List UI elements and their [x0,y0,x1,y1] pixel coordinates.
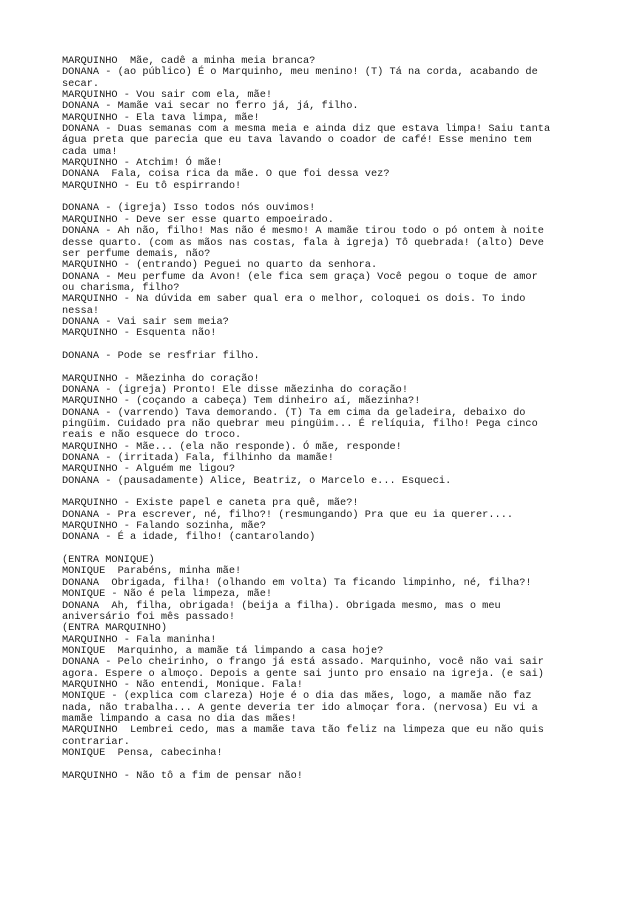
script-line: DONANA - Pode se resfriar filho. [62,349,260,362]
script-line: DONANA - Ah não, filho! Mas não é mesmo! A mamãe tirou todo o pó ontem à noite [62,225,544,238]
script-line: DONANA Fala, coisa rica da mãe. O que foi dessa vez? [62,168,390,181]
script-line: agora. Espere o almoço. Depois a gente sai junto pro ensaio na igreja. (e sai) [62,667,544,680]
script-line: DONANA - (pausadamente) Alice, Beatriz, o Marcelo e... Esqueci. [62,474,452,487]
script-line: aniversário foi mês passado! [62,610,236,623]
script-line: (ENTRA MONIQUE) [62,554,155,567]
script-line: MONIQUE - Não é pela limpeza, mãe! [62,588,273,601]
paragraph-gap [62,759,582,770]
script-line: água preta que parecia que eu tava lavando o coador de café! Esse menino tem [62,134,532,147]
script-line: DONANA - Pra escrever, né, filho?! (resmungando) Pra que eu ia querer.... [62,508,514,521]
script-line: DONANA Obrigada, filha! (olhando em volta) Ta ficando limpinho, né, filha?! [62,576,532,589]
script-line: MARQUINHO - Vou sair com ela, mãe! [62,89,273,102]
script-line: MARQUINHO - Existe papel e caneta pra quê, mãe?! [62,497,359,510]
script-line: ser perfume demais, não? [62,247,211,260]
script-line: MARQUINHO - Eu tô espirrando! [62,179,242,192]
script-line: DONANA Ah, filha, obrigada! (beija a filha). Obrigada mesmo, mas o meu [62,599,501,612]
script-line: DONANA - (irritada) Fala, filhinho da mamãe! [62,452,334,465]
script-line: MARQUINHO - Alguém me ligou? [62,463,236,476]
script-line: MARQUINHO - Falando sozinha, mãe? [62,520,266,533]
script-line: DONANA - Meu perfume da Avon! (ele fica sem graça) Você pegou o toque de amor [62,270,538,283]
script-line: MARQUINHO - Mãe... (ela não responde). Ó mãe, responde! [62,440,402,453]
script-line: DONANA - (igreja) Pronto! Ele disse mãezinha do coração! [62,383,409,396]
script-line: MARQUINHO - (coçando a cabeça) Tem dinheiro aí, mãezinha?! [62,395,421,408]
script-line: MARQUINHO - (entrando) Peguei no quarto da senhora. [62,259,378,272]
script-line: secar. [62,77,100,90]
script-line: DONANA - Mamãe vai secar no ferro já, já, filho. [62,100,359,113]
script-line: MARQUINHO - Não entendi, Monique. Fala! [62,678,303,691]
script-line: DONANA - (ao público) É o Marquinho, meu menino! (T) Tá na corda, acabando de [62,66,538,79]
script-document [62,56,582,782]
script-line: MONIQUE - (explica com clareza) Hoje é o dia das mães, logo, a mamãe não faz [62,690,532,703]
script-line: ou charisma, filho? [62,281,180,294]
script-line: DONANA - Vai sair sem meia? [62,315,229,328]
script-line: MARQUINHO - Na dúvida em saber qual era o melhor, coloquei os dois. To indo [62,293,526,306]
script-line: DONANA - Pelo cheirinho, o frango já está assado. Marquinho, você não vai sair [62,656,544,669]
script-line: MARQUINHO Lembrei cedo, mas a mamãe tava tão feliz na limpeza que eu não quis [62,724,544,737]
script-line: MONIQUE Pensa, cabecinha! [62,746,223,759]
script-line: (ENTRA MARQUINHO) [62,622,168,635]
script-line: reais e não esquece do troco. [62,429,242,442]
script-line: MARQUINHO - Esquenta não! [62,327,217,340]
script-line: nessa! [62,304,100,317]
script-line: MONIQUE Marquinho, a mamãe tá limpando a casa hoje? [62,644,384,657]
script-line: MARQUINHO - Não tô a fim de pensar não! [62,769,303,782]
script-line: DONANA - (varrendo) Tava demorando. (T) Ta em cima da geladeira, debaixo do [62,406,526,419]
script-line: nada, não trabalha... A gente deveria ter ido almoçar fora. (nervosa) Eu vi a [62,701,538,714]
script-line: DONANA - Duas semanas com a mesma meia e ainda diz que estava limpa! Saiu tanta [62,123,551,136]
script-line: DONANA - (igreja) Isso todos nós ouvimos! [62,202,316,215]
script-line: MARQUINHO Mãe, cadê a minha meia branca? [62,55,316,67]
script-line: MARQUINHO - Atchim! Ó mãe! [62,157,223,170]
script-line: cada uma! [62,145,118,158]
paragraph-gap [62,362,582,373]
script-line: contrariar. [62,735,130,748]
script-line: pingüim. Cuidado pra não quebrar meu pingüim... É relíquia, filho! Pega cinco [62,418,538,430]
script-line: DONANA - É a idade, filho! (cantarolando) [62,531,316,544]
script-line: MONIQUE Parabéns, minha mãe! [62,565,242,578]
script-line: MARQUINHO - Ela tava limpa, mãe! [62,111,260,124]
script-line: mamãe limpando a casa no dia das mães! [62,712,297,725]
script-line: MARQUINHO - Deve ser esse quarto empoeirado. [62,213,334,226]
script-line: MARQUINHO - Mãezinha do coração! [62,372,260,385]
script-line: desse quarto. (com as mãos nas costas, fala à igreja) Tô quebrada! (alto) Deve [62,236,544,249]
script-line: MARQUINHO - Fala maninha! [62,633,217,646]
